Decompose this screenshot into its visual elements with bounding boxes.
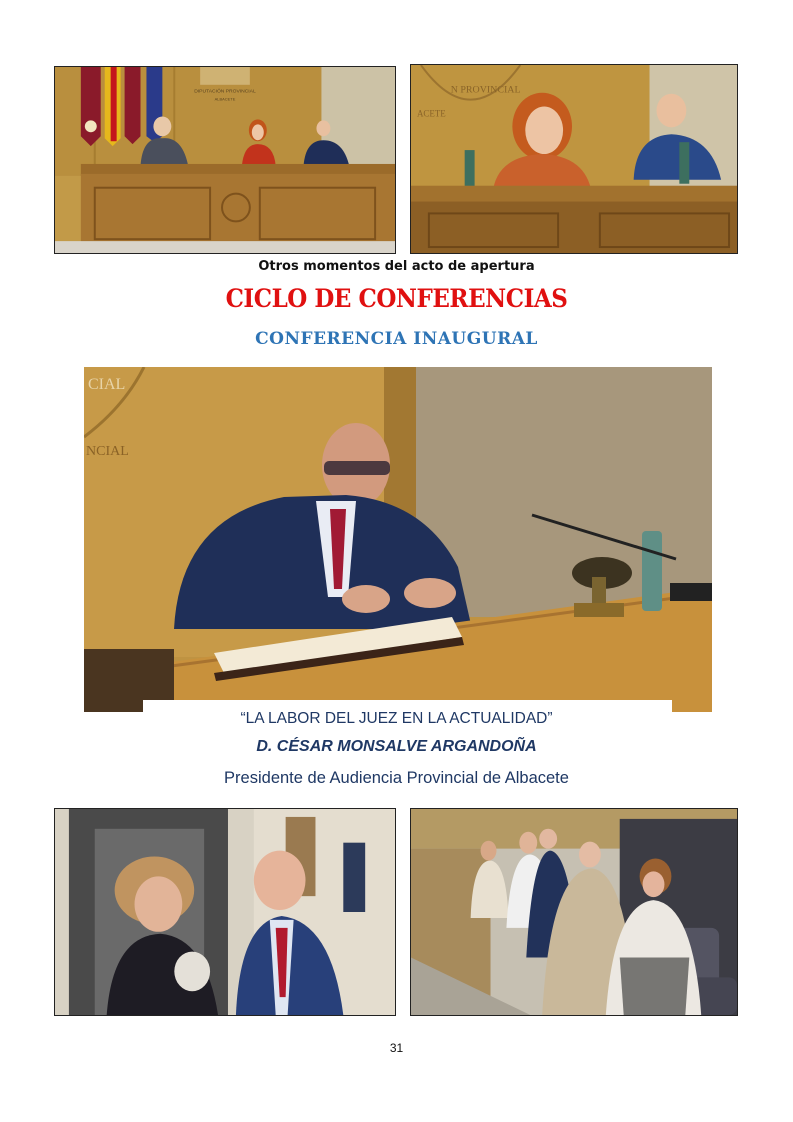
section-title: CICLO DE CONFERENCIAS (225, 284, 568, 313)
photo-table-closeup (410, 64, 738, 254)
speaker-name: D. CÉSAR MONSALVE ARGANDOÑA (256, 738, 537, 755)
seal-text: DIPUTACIÓN PROVINCIAL (194, 89, 256, 95)
photo-greeting (54, 808, 396, 1016)
wall-text-c: N PROVINCIAL (450, 84, 521, 96)
wall-text-a: CIAL (88, 376, 126, 393)
photo-audience (410, 808, 738, 1016)
speaker-role: Presidente de Audiencia Provincial de Albacete (224, 769, 569, 787)
caption-opening-moments: Otros momentos del acto de apertura (258, 259, 535, 274)
seal-city-text: ALBACETE (214, 96, 236, 102)
section-subtitle: CONFERENCIA INAUGURAL (255, 329, 538, 349)
conference-title: “LA LABOR DEL JUEZ EN LA ACTUALIDAD” (240, 710, 553, 727)
photo-opening-table (54, 66, 396, 254)
page-number: 31 (389, 1041, 404, 1055)
wall-text-d: ACETE (416, 108, 446, 119)
photo-speaker-signing (84, 367, 712, 712)
wall-text-b: NCIAL (86, 444, 129, 459)
